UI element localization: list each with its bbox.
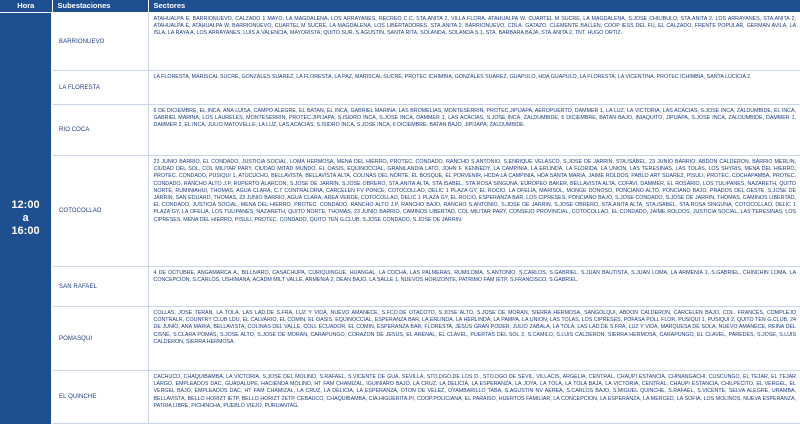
sectors-list: 23 JUNIO BARRIO, EL CONDADO, JUSTICIA SOCIAL, LOMA HERMOSA, MENA DEL HIERRO, PROTEC. CONDADO, RANCHO S.ANTONIO, S.ENRIQUE VELASCO, S.JOSE DE JARRIN, STA.ISABEL, 23 JUNIO BARRIO, ABDON CALDERON, BARRIO MERLIN, CIUDAD DEL SOL, COL MILITAR PARY, CIUDAD MITAD MUNDO, EL OASIS, EQUINOCCIAL, GRANILANDIA LATO, JOHN F. KENNEDY, LA CAMPINIA, LA ERLINDA, LA FLORIDA, LA UNION, LAS TERESINAS, LAS TOLAS, LOS SHYRIS, MENA DEL HIERRO, PROTEC. CONDADO, PUSIQUI 1, ATUCUCHO, BELLAVISTA, BELLAVISTA ALTA, COLINAS DEL NORTE, EL BOSQUE, EL PORVENIR, HCDA LA CAMPINIA, HDA SANTA MARIA, JAIME ROLDOS, PABLO ART SUAREZ, PISULI, PROTEC. COCHAPAMBA, PROTEC. CONDADO, RANCHO ALTO J.P, RUPERTO ALARCON, S.JOSE DE JARRIN, S.JOSE OBRERO, STA.ANITA ALTA, STA.ISABEL, STA.ROSA SINGUNA, EUROPEO BAKER, BELLAVISTA ALTA, COFAVI, DAMMER, EL ROSARIO, LOS TULIPANES, NAZARETH, QUITO NORTE, RUMINIAHUI, THOMAS, AGUA CLARA, C.T CONTRALORIA, CARCELEN FV PONCE, COTOCOLLAO, DELIC 1 PLAZA GY, EL ROCIO, LA OFELIA, MARISOL, MONGE DONOSO, PONCIANO ALTO, PONCIANO BAJO, PRADOS DEL OESTE, S.JOSE DE JARRIN, SAN EDUARD, THOMAS, 23 JUNIO BARRIO, AGUA CLARA, AREA VERDE, COTOCOLLAO, DELIC 1 PLAZA GY, EL ROCIO, ESPERANZA BAR, LOS CIPRESES, PONCIANO BAJO, S.JOSE CONDADO, S.JOSE DE JARRIN, THOMAS, CAMINOS LIBERTAD, EL CONDADO, JUSTICIA SOCIAL, MENA DEL HIERRO, PROTEC. CONDADO, RANCHO ALTO J.P, RANCHO BAJO, RANCHO S.ANTONIO, S.JOSE DE JARRIN, S.JOSE OBRERO, STA.ANITA ALTA, STA.ISABEL, STA.ROSA SINGUNA, COTOCOLLAO, DELIC 1 PLAZA GY, LA OFELIA, LOS TULIPANES, NAZARETH, QUITO NORTE, THOMAS, 23 JUNIO BARRIO, CAMINOS LIBERTAD, COL MILITAR PARY, CONSEJO PROVINCIAL, COTOCOLLAO, EL CONDADO, JAIME ROLDOS, JUSTICIA SOCIAL, LAS TERESINAS, LOS CIPRESES, MENA DEL HIERRO, PISULI, PROTEC. CONDADO, QUITO TEN G.CLUB, S.JOSE CONDADO, S.JOSE DE JARRIN. <box>148 156 800 267</box>
substation-name: SAN RAFAEL <box>52 267 148 307</box>
header-sectores: Sectores <box>148 0 800 13</box>
time-start: 12:00 <box>11 198 40 211</box>
header-hora: Hora <box>0 0 52 13</box>
substation-name: COTOCOLLAO <box>52 156 148 267</box>
sectors-list: CACHUCO, CHAQUIBAMBA, LA VICTORIA, S.JOSE DEL MOLINO, S.RAFAEL, S.VICENTE DE GUA, SEVILLA, STO.DGO.DE LOS D., STO.DGO.DE SEVIL, VILLACIS, ARGELIA, CENTRAL, CHAUPI ESTANCIA, CHINANGACHI, CUSCUNGO, EL TEJAR, EL TEJAR LARGO, EMPLEADOS DAC, GUADALUPE, HACIENDA MOLINO, HT FAM CHAMIZAL, IGUINIARO BAJO, LA CRUZ, LA DELICIA, LA ESPERANZA, LA JOYA, LA TOLA, LA TOLA BAJA, LA VICTORIA, CENTRAL, CHAUPI ESTANCIA, CHILPECITO, EL VERGEL, EL VERGEL BAJO, EMPLEADOS DAC, HT FAM CHAMIZAL, LA CRUZ, LA DELICIA, LA ESPERANZA, OTON DE VELEZ, OYAMBARILLO TABA, S.AGUSTIN NV AEREA, S.CARLOS BAJO, S.MIGUEL QUINCHE, S.RAFAEL, S.VICENTE, SELVA ALEGRE, URAMBA, BELLAVISTA, BELLO HORIZT IETP, BELLO HORIZT 2ETP, CEBAUCO, CHAQUIBAMBA, CIA.HIGUERITA.PI, COOP.POLICIANA, EL PARAISO, HUERTOS FAMILIAR, LA CONCEPCION, LA ESPERANZA, LA MERCED, LA SOFIA, LOS MOLINOS, NUEVA ESPERANZA, PATRIA LIBRE, PICHINCHA, PUEBLO VIEJO, PURUANTAG. <box>148 371 800 424</box>
table-row <box>0 267 800 307</box>
table-row <box>0 156 800 267</box>
time-end: 16:00 <box>11 224 40 237</box>
substation-name: LA FLORESTA <box>52 71 148 105</box>
sectors-list: 6 DE DICIEMBRE, EL INCA, ANA LUISA, CAMPO ALEGRE, EL BATAN, EL INCA, GABRIEL MARINA, LAS BROMELIAS, MONTESERRIN, PROTEC.JIPIJAPA, AEROPUERTO, DAMMER 1, LA LUZ, LA VICTORIA, LAS ACACIAS, S.JOSE INCA, ZALDUMBIDE, EL INCA, GABRIEL MARINA, LOS LAURELES, MONTESERRIN, PROTEC.JIPIJAPA, S.ISIDRO INCA, S.JOSE INCA, DAMMER 1, LAS ACACIAS, S.JOSE INCA, ZALDUMBIDE, 6 DICIEMBRE, BATAN BAJO, INIAQUITO, JIPIJAPA, S.JOSE INCA, ZALDUMBIDE, DAMMER 1, DAMMER 2, EL INCA, JULIO MATOVELLE, LA LUZ, LAS ACACIAS, S.ISIDRO INCA, S.JOSE INCA, 6 DICIEMBRE, BATAN BAJO, JIPIJAPA, ZALDUMBIDE. <box>148 105 800 156</box>
substation-name: EL QUINCHE <box>52 371 148 424</box>
sectors-list: LA FLORESTA, MARISCAL SUCRE, GONZALES SUAREZ, LA FLORESTA, LA PAZ, MARISCAL SUCRE, PROTEC ICHIMBIA, GONZALES SUAREZ, GUAPULO, HDA GUAPULO, LA FLORESTA, LA VICENTINA, PROTEC ICHIMBIA, SANTA LUCICIA 2. <box>148 71 800 105</box>
header-subestaciones: Subestaciones <box>52 0 148 13</box>
substation-name: RIO COCA <box>52 105 148 156</box>
time-separator: a <box>22 211 29 224</box>
substation-name: POMASQUI <box>52 307 148 371</box>
sectors-list: COLLAS, JOSE TERAN, LA TOLA, LAS LAD.DE S.FRA, LUZ Y VIDA, NUEVO AMANECE, S.FCO.DE OTACOTO, S.JOSE ALTO, S.JOSE DE MORAN, SIERRA HERMOSA, SANGOLQUI, ABDON CALDERON, CARCELEN BAJO, COL. FRANCES, COMPLEJO CONTRALR, COUNTRY CLUB LDU, EL CALVARIO, EL COMIN, EL OASIS, EQUINOCCIAL, ESPERANZA BAR, LA ERLINDA, LA HERLINDA, LA PAMPA, LA UNION, LAS TOLAS, LOS CIPRESES, POFASA POLL FLOR, PUSIQUI 1, PUSIQUI 2, QUITO TEN G.CLUB, 24 DE JUNIO, ANA MARIA, BELLAVISTA, COLINAS DEL VALLE, COLL ECUADOR, EL COMIN, ESPERANZA BAR, FLORESTA, JESUS GRAN PODER, JULIO ZABALA, LA TOLA, LAS LAD.DE S.FRA, LUZ Y VIDA, MARQUESA DE SOLA, NUEVO AMANECE, REINA DEL CISNE, S.CLARA POMAS, S.JOSE ALTO, S.JOSE DE MORAN, CARAPUNGO, CORAZON DE JESUS, EL ARENAL, EL CLAVEL, PUERTAS DEL SOL 2, S.CAMILO, S.LUIS CALDERON, SIERRA HERMOSA, CARAPUNGO, EL CLAVEL, PAREDES, S.JOSE, S.LUIS CALDERON, SIERRA HERMOSA. <box>148 307 800 371</box>
table-row <box>0 371 800 424</box>
table-row <box>0 307 800 371</box>
time-range-cell <box>0 13 52 424</box>
table-row <box>0 13 800 71</box>
table-row <box>0 105 800 156</box>
sectors-list: ATAHUALPA E, BARRIONUEVO, CALZADO 1 MAYO, LA MAGDALENA, LOS ARRAYANES, RECREO C.C, STA.ANITA 2, VILLA FLORA, ATAHUALPA W, CUARTEL M SUCRE, LA MAGDALENA, S.JOSE CHILIBULO, STA.ANITA 2, LOS ARRAYANES, STA.ANITA 2, ATAHUALPA E, ATAHUALPA W, BARRIONUEVO, CUARTEL M SUCRE, LA MAGDALENA, LOS LIBERTADORES, STA.ANITA 2, BARRIONUEVO, CDLA. GATAZO, CLEMENTE BALLEN, COOP IESS DEL FU, EL CALZADO, FRENTE POPULAR, GERMAN AVILA, LA ISLA, LA RAYA A, LOS ARRAYANES, LUIS A.VALENCIA, MAYORISTA, QUITO SUR, S.AGUSTIN, SANTA RITA, SOLANDA, SOLANDA S.1, STA. BARBARA BAJA, STA.ANITA 2, TNT. HUGO ORTIZ. <box>148 13 800 71</box>
substation-name: BARRIONUEVO <box>52 13 148 71</box>
table-header <box>0 0 800 13</box>
sectors-list: 4 DE OCTUBRE, ANGAMARCA A., BILLIVARO, CASACHUPA, CURIQUINGUE, HUANGAL, LA COCHA, LAS PALMERAS, RUMILOMA, S.ANTONIO, S.CARLOS, S.GABRIEL, S.JUAN BAUTISTA, S.JUAN LOMA, LA ARMENIA 1, S.GABRIEL, CHINCHIN LOMA, LA CONCEPCION, S.CARLOS, USHIMANA, ACADM MILT VALLE, ARMENIA 2, DEAN BAJO, LA SALLE 1, NUEVOS HORIZONTE, PATRIMO FAM IETP, S.FRANCISCO, S.GABRIEL. <box>148 267 800 307</box>
table-row <box>0 71 800 105</box>
